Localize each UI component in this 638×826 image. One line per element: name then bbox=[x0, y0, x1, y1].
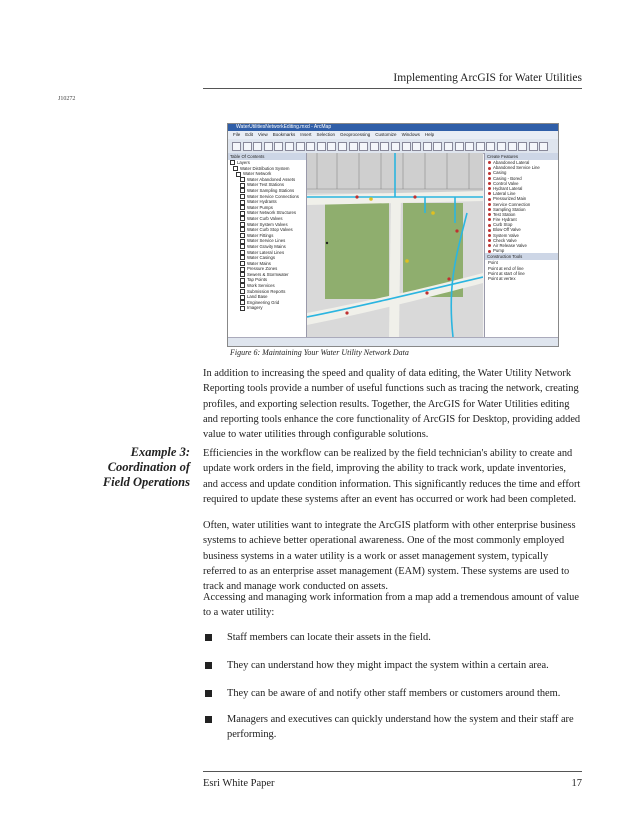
bullet-item bbox=[203, 630, 583, 645]
template-symbol-icon bbox=[488, 187, 491, 190]
feature-template-label: System Valve bbox=[493, 232, 519, 238]
table-of-contents-panel bbox=[228, 153, 307, 337]
checkbox-icon[interactable] bbox=[240, 211, 245, 216]
toolbar-button[interactable] bbox=[508, 142, 517, 151]
figure-caption: Figure 6: Maintaining Your Water Utility Network Data bbox=[230, 348, 409, 357]
toolbar-button[interactable] bbox=[327, 142, 336, 151]
checkbox-icon[interactable] bbox=[240, 255, 245, 260]
toolbar-button[interactable] bbox=[497, 142, 506, 151]
template-symbol-icon bbox=[488, 161, 491, 164]
bullet-item bbox=[203, 658, 583, 673]
bullet-text: They can be aware of and notify other staff members or customers around them. bbox=[227, 688, 561, 699]
toolbar-button[interactable] bbox=[359, 142, 368, 151]
template-symbol-icon bbox=[488, 198, 491, 201]
toc-layer-label: Water Network Structures bbox=[247, 210, 297, 216]
feature-template-label: Abandoned Service Line bbox=[493, 165, 540, 171]
toc-layer-label: Layers bbox=[237, 160, 250, 165]
bullet-item bbox=[203, 712, 583, 743]
checkbox-icon[interactable] bbox=[240, 188, 245, 193]
template-symbol-icon bbox=[488, 234, 491, 237]
status-bar bbox=[228, 337, 558, 347]
toc-layer-label: Water Gravity Mains bbox=[247, 243, 286, 249]
menu-item[interactable]: Insert bbox=[300, 132, 312, 137]
toolbar-button[interactable] bbox=[423, 142, 432, 151]
toolbar-button[interactable] bbox=[529, 142, 538, 151]
toolbar-button[interactable] bbox=[317, 142, 326, 151]
toolbar-button[interactable] bbox=[296, 142, 305, 151]
paragraph-integration: Often, water utilities want to integrate the ArcGIS platform with other enterprise business systems to achieve better operational awareness. One of the most commonly employed business systems in a water utility is a work or asset management system, typically referred to as an enterprise asset management (EAM) system. These systems are used to track and manage work conducted on assets. bbox=[203, 520, 576, 593]
toolbar-button[interactable] bbox=[264, 142, 273, 151]
feature-template-label: Curb Stop bbox=[493, 222, 513, 228]
toc-layer-item[interactable] bbox=[228, 305, 306, 311]
template-symbol-icon bbox=[488, 172, 491, 175]
construction-tool-item[interactable]: Point at start of line bbox=[488, 270, 525, 276]
toc-layer-label: Water Curb Valves bbox=[247, 215, 283, 221]
toc-layer-label: Submission Reports bbox=[247, 288, 286, 294]
menu-item[interactable]: Geoprocessing bbox=[340, 132, 371, 137]
construction-tools-title: Construction Tools bbox=[485, 253, 559, 260]
header-rule bbox=[203, 88, 582, 89]
toolbar bbox=[228, 139, 558, 154]
toolbar-button[interactable] bbox=[402, 142, 411, 151]
checkbox-icon[interactable] bbox=[230, 160, 235, 165]
toc-layer-label: Engineering Grid bbox=[247, 299, 280, 305]
feature-template-label: Service Connection bbox=[493, 201, 531, 207]
toolbar-button[interactable] bbox=[391, 142, 400, 151]
toc-layer-label: Water Lateral Lines bbox=[247, 249, 285, 255]
template-symbol-icon bbox=[488, 182, 491, 185]
toc-title: Table Of Contents bbox=[228, 153, 306, 160]
toc-layer-label: Water Pumps bbox=[247, 204, 273, 210]
toolbar-button[interactable] bbox=[444, 142, 453, 151]
template-symbol-icon bbox=[488, 218, 491, 221]
page-number: 17 bbox=[571, 778, 582, 789]
parcel-point bbox=[326, 242, 328, 244]
template-symbol-icon bbox=[488, 244, 491, 247]
toc-layer-label: Water Network bbox=[243, 171, 272, 177]
toc-layer-label: Water Casings bbox=[247, 255, 276, 261]
toc-layer-label: Water Service Connections bbox=[247, 193, 299, 199]
toolbar-button[interactable] bbox=[433, 142, 442, 151]
toolbar-button[interactable] bbox=[455, 142, 464, 151]
template-symbol-icon bbox=[488, 224, 491, 227]
bullet-item bbox=[203, 686, 583, 701]
checkbox-icon[interactable] bbox=[240, 216, 245, 221]
arcmap-screenshot bbox=[227, 123, 559, 347]
feature-template-label: Fire Hydrant bbox=[493, 217, 517, 223]
toc-layer-label: Water Hydrants bbox=[247, 199, 277, 205]
bullet-square-icon bbox=[205, 690, 212, 697]
feature-template-label: Casing bbox=[493, 170, 507, 176]
toolbar-button[interactable] bbox=[518, 142, 527, 151]
bullet-square-icon bbox=[205, 662, 212, 669]
menu-item[interactable]: Customize bbox=[375, 132, 397, 137]
toc-layer-label: Tap Points bbox=[247, 277, 268, 283]
feature-template-label: Test Station bbox=[493, 211, 516, 217]
section-heading bbox=[90, 445, 190, 490]
construction-tool-item[interactable]: Point at end of line bbox=[488, 265, 524, 271]
toolbar-button[interactable] bbox=[476, 142, 485, 151]
green-parcel-left bbox=[325, 203, 389, 299]
toolbar-button[interactable] bbox=[274, 142, 283, 151]
checkbox-icon[interactable] bbox=[240, 239, 245, 244]
template-symbol-icon bbox=[488, 208, 491, 211]
toc-layer-label: Water Curb Stop Valves bbox=[247, 227, 293, 233]
feature-template-label: Control Valve bbox=[493, 180, 519, 186]
construction-tool-item[interactable]: Point bbox=[488, 260, 498, 266]
toc-layer-label: Water System Valves bbox=[247, 221, 288, 227]
toolbar-button[interactable] bbox=[232, 142, 241, 151]
feature-template-label: Hydrant Lateral bbox=[493, 185, 523, 191]
toc-layer-label: Sewers & Stormwater bbox=[247, 271, 289, 277]
toc-layer-label: Pressure Zones bbox=[247, 266, 278, 272]
template-symbol-icon bbox=[488, 250, 491, 253]
toc-layer-label: Imagery bbox=[247, 305, 263, 311]
feature-template-label: Air Release Valve bbox=[493, 243, 527, 248]
toc-layer-label: Water Test Stations bbox=[247, 182, 285, 188]
toolbar-button[interactable] bbox=[539, 142, 548, 151]
toc-layer-label: Work Services bbox=[247, 283, 275, 289]
map-drawing bbox=[307, 153, 483, 337]
template-symbol-icon bbox=[488, 213, 491, 216]
menu-item[interactable]: File bbox=[233, 132, 241, 137]
menu-item[interactable]: Help bbox=[424, 132, 435, 137]
feature-template-label: Casing - Bored bbox=[493, 175, 522, 181]
feature-template-label: Pressurized Main bbox=[493, 196, 527, 202]
template-symbol-icon bbox=[488, 177, 491, 180]
bullet-text: They can understand how they might impact the system within a certain area. bbox=[227, 660, 549, 671]
menu-item[interactable]: Windows bbox=[401, 132, 420, 137]
map-view bbox=[307, 153, 483, 337]
menu-item[interactable]: View bbox=[258, 132, 268, 137]
construction-tool-item[interactable]: Point at vertex bbox=[488, 275, 516, 281]
checkbox-icon[interactable] bbox=[240, 283, 245, 288]
document-code: J10272 bbox=[58, 96, 76, 102]
feature-template-label: Lateral Line bbox=[493, 191, 516, 197]
checkbox-icon[interactable] bbox=[236, 172, 241, 177]
template-symbol-icon bbox=[488, 167, 491, 170]
toolbar-button[interactable] bbox=[486, 142, 495, 151]
checkbox-icon[interactable] bbox=[240, 267, 245, 272]
toolbar-button[interactable] bbox=[380, 142, 389, 151]
bullet-text: Staff members can locate their assets in the field. bbox=[227, 632, 431, 643]
toc-layer-label: Water Sampling Stations bbox=[247, 187, 295, 193]
toolbar-button[interactable] bbox=[465, 142, 474, 151]
checkbox-icon[interactable] bbox=[240, 295, 245, 300]
toolbar-button[interactable] bbox=[349, 142, 358, 151]
menu-item[interactable]: Bookmarks bbox=[272, 132, 296, 137]
toolbar-button[interactable] bbox=[306, 142, 315, 151]
toc-layer-label: Water Distribution System bbox=[240, 165, 290, 171]
feature-template-label: Check Valve bbox=[493, 237, 517, 243]
toolbar-button[interactable] bbox=[338, 142, 347, 151]
paragraph-value: Accessing and managing work information from a map add a tremendous amount of value to a water utility: bbox=[203, 592, 579, 619]
template-symbol-icon bbox=[488, 203, 491, 206]
checkbox-icon[interactable] bbox=[240, 227, 245, 232]
window-title: WaterUtilitiesNetworkEditing.mxd - ArcMap bbox=[236, 124, 332, 130]
footer-publication: Esri White Paper bbox=[203, 778, 275, 789]
bullet-square-icon bbox=[205, 634, 212, 641]
section-heading-line3: Field Operations bbox=[102, 475, 190, 489]
toc-layer-label: Water Mains bbox=[247, 260, 271, 266]
template-symbol-icon bbox=[488, 192, 491, 195]
street-vertical bbox=[389, 193, 401, 337]
bullet-text: Managers and executives can quickly understand how the system and their staff are performing. bbox=[227, 714, 574, 741]
running-header-title: Implementing ArcGIS for Water Utilities bbox=[393, 72, 582, 84]
checkbox-icon[interactable] bbox=[240, 200, 245, 205]
toolbar-button[interactable] bbox=[285, 142, 294, 151]
feature-template-label: Sampling Station bbox=[493, 206, 526, 212]
template-symbol-icon bbox=[488, 229, 491, 232]
footer-rule bbox=[203, 771, 582, 772]
section-heading-line1: Example 3: bbox=[130, 445, 190, 459]
checkbox-icon[interactable] bbox=[240, 244, 245, 249]
toc-layer-label: Land Base bbox=[247, 294, 268, 300]
checkbox-icon[interactable] bbox=[240, 183, 245, 188]
feature-template-label: Abandoned Lateral bbox=[493, 160, 530, 165]
toolbar-button[interactable] bbox=[370, 142, 379, 151]
intro-paragraph: In addition to increasing the speed and quality of data editing, the Water Utility Network Reporting tools provide a number of useful functions such as tracing the network, creating profiles, and exporting selection results. Together, the ArcGIS for Water Utilities editing and reporting tools enhance the core functionality of ArcGIS for Desktop, providing added value to water utilities through configurable solutions. bbox=[203, 368, 581, 441]
window-titlebar bbox=[228, 124, 558, 131]
feature-template-label: Pump bbox=[493, 248, 505, 254]
toc-layer-label: Water Fittings bbox=[247, 232, 274, 238]
bullet-square-icon bbox=[205, 716, 212, 723]
template-symbol-icon bbox=[488, 239, 491, 242]
menu-bar bbox=[228, 131, 558, 139]
feature-template-label: Blow Off Valve bbox=[493, 227, 521, 233]
toolbar-button[interactable] bbox=[243, 142, 252, 151]
menu-item[interactable]: Edit bbox=[245, 132, 254, 137]
checkbox-icon[interactable] bbox=[240, 306, 245, 311]
toolbar-button[interactable] bbox=[253, 142, 262, 151]
menu-item[interactable]: Selection bbox=[316, 132, 336, 137]
section-heading-line2: Coordination of bbox=[107, 460, 190, 474]
toolbar-button[interactable] bbox=[412, 142, 421, 151]
paragraph-efficiencies: Efficiencies in the workflow can be realized by the field technician's ability to create and update work orders in the field, improving the ability to track work, update inventories, and access and update condition information. This significantly reduces the time and effort required to update these systems after an event has occurred or work had been completed. bbox=[203, 448, 581, 505]
toc-layer-label: Water Service Lines bbox=[247, 238, 286, 244]
toc-layer-label: Water Abandoned Assets bbox=[247, 176, 296, 182]
create-features-panel bbox=[484, 153, 559, 337]
panel-title: Create Features bbox=[485, 153, 559, 160]
